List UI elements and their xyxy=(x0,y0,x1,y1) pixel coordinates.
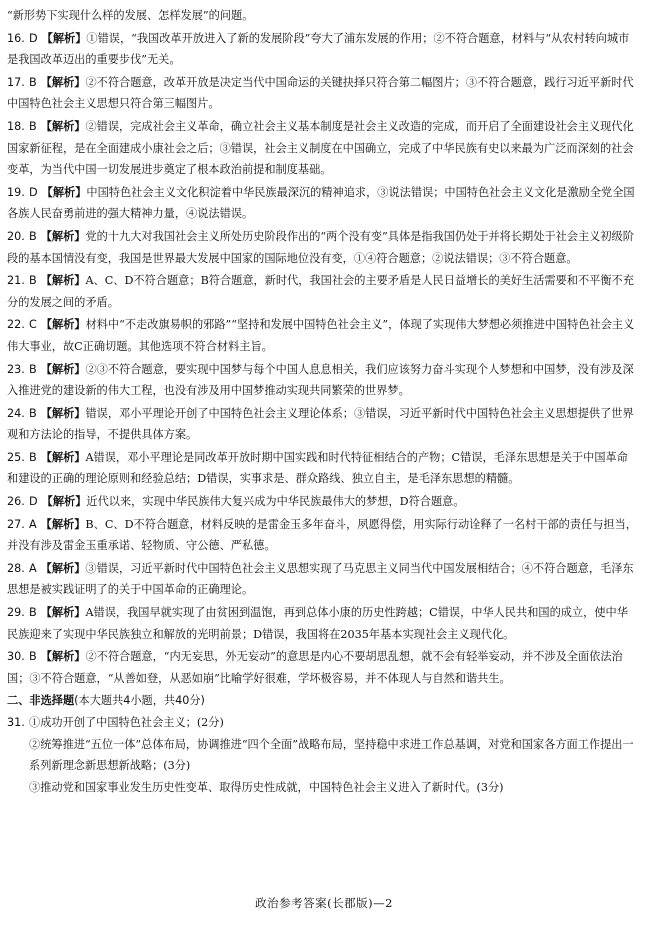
analysis-tag: 【解析】 xyxy=(40,75,86,89)
item-number: 20. xyxy=(7,229,25,243)
item-answer: D xyxy=(29,31,38,45)
item-text: ②不符合题意，“内无妄思，外无妄动”的意思是内心不要胡思乱想，就不会有轻举妄动，并不涉及全面依法治国；③不符合题意，“从善如登，从恶如崩”比喻学好很难，学坏极容易，并不体现人与自然和谐共生。 xyxy=(7,650,623,685)
q31-part-text: ②统筹推进“五位一体”总体布局，协调推进“四个全面”战略布局，坚持稳中求进工作总基调，对党和国家各方面工作提出一系列新理念新思想新战略；(3分) xyxy=(29,737,634,773)
item-text: ②不符合题意，改革开放是决定当代中国命运的关键抉择只符合第二幅图片；③不符合题意，践行习近平新时代中国特色社会主义思想只符合第三幅图片。 xyxy=(7,75,634,111)
item-number: 22. xyxy=(7,318,25,332)
analysis-tag: 【解析】 xyxy=(40,318,86,332)
item-text: 党的十九大对我国社会主义所处历史阶段作出的“两个没有变”具体是指我国仍处于并将长期处于社会主义初级阶段的基本国情没有变，我国是世界最大发展中国家的国际地位没有变，①④符合题意；②说法错误；③不符合题意。 xyxy=(7,229,634,265)
analysis-tag: 【解析】 xyxy=(40,450,86,464)
item-number: 17. xyxy=(7,75,25,89)
answer-item-29 xyxy=(7,602,639,645)
item-text: ②错误，完成社会主义革命，确立社会主义基本制度是社会主义改造的完成，而开启了全面建设社会主义现代化国家新征程，是在全面建成小康社会之后；③错误，社会主义制度在中国确立，完成了中华民族有史以来最为广泛而深刻的社会变革，为当代中国一切发展进步奠定了根本政治前提和制度基础。 xyxy=(7,119,634,177)
item-text: A、C、D不符合题意；B符合题意，新时代，我国社会的主要矛盾是人民日益增长的美好生活需要和不平衡不充分的发展之间的矛盾。 xyxy=(7,274,634,309)
answer-item-17 xyxy=(7,72,639,115)
item-number: 27. xyxy=(7,517,25,531)
intro-line: “新形势下实现什么样的发展、怎样发展”的问题。 xyxy=(7,9,254,22)
item-text: ①错误，“我国改革开放进入了新的发展阶段”夸大了浦东发展的作用；②不符合题意，材料与“从农村转向城市是我国改革迈出的重要步伐”无关。 xyxy=(7,31,630,67)
analysis-tag: 【解析】 xyxy=(41,185,87,199)
item-text: 材料中“不走改旗易帜的邪路”“坚持和发展中国特色社会主义”，体现了实现伟大梦想必须推进中国特色社会主义伟大事业，故C正确切题。其他选项不符合材料主旨。 xyxy=(7,318,635,353)
item-answer: B xyxy=(29,119,37,133)
answer-item-23 xyxy=(7,359,639,402)
analysis-tag: 【解析】 xyxy=(41,495,87,509)
analysis-tag: 【解析】 xyxy=(40,119,86,133)
item-number: 18. xyxy=(7,119,25,133)
section-heading xyxy=(7,690,639,712)
item-answer: A xyxy=(29,517,37,531)
item-answer: B xyxy=(29,406,37,420)
item-text: ②③不符合题意，要实现中国梦与每个中国人息息相关，我们应该努力奋斗实现个人梦想和中国梦，没有涉及深入推进党的建设新的伟大工程，也没有涉及用中国梦推动实现共同繁荣的世界梦。 xyxy=(7,362,634,398)
analysis-tag: 【解析】 xyxy=(40,517,86,531)
item-number: 19. xyxy=(7,185,25,199)
question-31 xyxy=(7,712,639,798)
answer-list xyxy=(7,28,639,690)
item-number: 23. xyxy=(7,362,25,376)
q31-part-3 xyxy=(7,777,639,799)
analysis-tag: 【解析】 xyxy=(40,650,86,664)
item-number: 31. xyxy=(7,716,25,729)
q31-part-1 xyxy=(7,712,639,734)
q31-part-text: ③推动党和国家事业发生历史性变革、取得历史性成就，中国特色社会主义进入了新时代。(3分) xyxy=(29,780,504,794)
answer-item-30 xyxy=(7,646,639,689)
item-answer: D xyxy=(29,495,38,509)
answer-item-24 xyxy=(7,403,639,446)
answer-item-26 xyxy=(7,491,639,513)
answer-item-25 xyxy=(7,447,639,490)
item-text: 中国特色社会主义文化积淀着中华民族最深沉的精神追求，③说法错误；中国特色社会主义文化是激励全党全国各族人民奋勇前进的强大精神力量，④说法错误。 xyxy=(7,185,635,221)
item-number: 29. xyxy=(7,606,25,620)
answer-item-21 xyxy=(7,270,639,313)
analysis-tag: 【解析】 xyxy=(40,406,86,420)
item-answer: B xyxy=(29,650,37,664)
item-answer: B xyxy=(29,229,37,243)
item-answer: B xyxy=(29,75,37,89)
item-text: A错误，我国早就实现了由贫困到温饱，再到总体小康的历史性跨越；C错误，中华人民共和国的成立，使中华民族迎来了实现中华民族独立和解放的光明前景；D错误，我国将在2035年基本实现社会主义现代化。 xyxy=(7,606,628,641)
q31-part-text: ①成功开创了中国特色社会主义；(2分) xyxy=(29,716,224,729)
item-number: 24. xyxy=(7,406,25,420)
item-answer: B xyxy=(29,450,37,464)
answer-item-22 xyxy=(7,314,639,357)
item-answer: B xyxy=(29,362,37,376)
section-title: 二、非选择题 xyxy=(7,694,75,708)
item-number: 25. xyxy=(7,450,25,464)
item-text: 近代以来，实现中华民族伟大复兴成为中华民族最伟大的梦想，D符合题意。 xyxy=(86,495,465,509)
answer-item-16 xyxy=(7,28,639,71)
item-answer: D xyxy=(29,185,38,199)
answer-item-19 xyxy=(7,182,639,225)
item-answer: A xyxy=(29,561,37,575)
item-number: 28. xyxy=(7,561,25,575)
page-footer: 政治参考答案(长郡版)—2 xyxy=(255,896,393,910)
answer-item-20 xyxy=(7,226,639,269)
analysis-tag: 【解析】 xyxy=(40,606,86,620)
item-number: 16. xyxy=(7,31,25,45)
item-text: 错误，邓小平理论开创了中国特色社会主义理论体系；③错误，习近平新时代中国特色社会主义思想提供了世界观和方法论的指导，不提供具体方案。 xyxy=(7,406,634,442)
q31-part-2 xyxy=(7,734,639,777)
analysis-tag: 【解析】 xyxy=(40,274,86,288)
item-text: B、C、D不符合题意，材料反映的是雷金玉多年奋斗，夙愿得偿，用实际行动诠释了一名村干部的责任与担当，并没有涉及雷金玉重承诺、轻物质、守公德、严私德。 xyxy=(7,517,637,553)
item-answer: B xyxy=(29,606,37,620)
item-number: 30. xyxy=(7,650,25,664)
answer-item-28 xyxy=(7,558,639,601)
analysis-tag: 【解析】 xyxy=(40,561,86,575)
item-answer: C xyxy=(29,318,37,332)
item-text: A错误，邓小平理论是同改革开放时期中国实践和时代特征相结合的产物；C错误，毛泽东思想是关于中国革命和建设的正确的理论原则和经验总结；D错误，实事求是、群众路线、独立自主，是毛泽东思想的精髓。 xyxy=(7,450,628,486)
item-text: ③错误，习近平新时代中国特色社会主义思想实现了马克思主义同当代中国发展相结合；④不符合题意，毛泽东思想是被实践证明了的关于中国革命的正确理论。 xyxy=(7,561,634,597)
answer-item-18 xyxy=(7,116,639,181)
item-number: 26. xyxy=(7,495,25,509)
analysis-tag: 【解析】 xyxy=(40,362,86,376)
item-number: 21. xyxy=(7,274,25,288)
analysis-tag: 【解析】 xyxy=(41,31,87,45)
analysis-tag: 【解析】 xyxy=(40,229,86,243)
answer-item-27 xyxy=(7,514,639,557)
section-subtitle: (本大题共4小题，共40分) xyxy=(74,694,205,708)
answer-page xyxy=(7,5,639,798)
item-answer: B xyxy=(29,274,37,288)
